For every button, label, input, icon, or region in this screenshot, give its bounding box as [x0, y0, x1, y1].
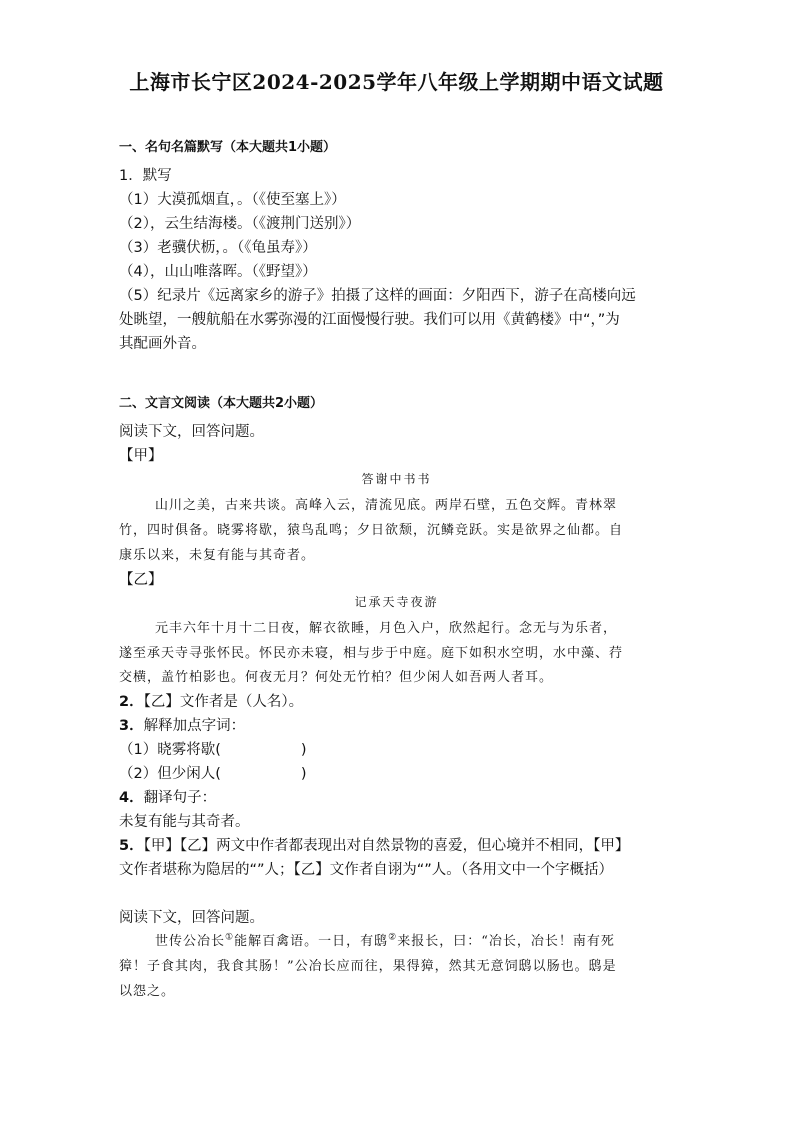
question-3-item-2: [119, 762, 307, 783]
footnote-2-marker[interactable]: ②: [388, 932, 398, 943]
question-5-line-2: 文作者堪称为隐居的“”人；【乙】文作者自诩为“”人。（各用文中一个字概括）: [119, 862, 614, 878]
jia-line-1: 山川之美，古来共谈。高峰入云，清流见底。两岸石壁，五色交辉。青林翠: [155, 498, 618, 513]
q1-line-2: （2），云生结海楼。（《渡荆门送别》）: [119, 216, 361, 232]
q3-item-2-close: ): [300, 766, 307, 782]
q1-line-1: （1）大漠孤烟直，。（《使至塞上》）: [119, 192, 346, 208]
question-2: [119, 690, 303, 711]
q1-line-7: 其配画外音。: [119, 336, 206, 352]
yi-title: 记承天寺夜游: [354, 595, 439, 609]
passage-line-1: [155, 930, 615, 949]
question-5-line-1: [119, 834, 629, 855]
question-5-number: 5．: [119, 838, 144, 854]
question-4-sentence: 未复有能与其奇者。: [119, 814, 250, 830]
page-title: 上海市长宁区2024-2025学年八年级上学期期中语文试题: [129, 70, 664, 94]
q3-item-1-close: ): [300, 742, 307, 758]
q1-line-3: （3）老骥伏枥，。（《龟虽寿》）: [119, 240, 317, 256]
section-2-heading: 二、文言文阅读（本大题共2小题）: [119, 396, 324, 411]
passage-1c: 来报长，曰：“冶长，冶长！南有死: [397, 934, 615, 949]
q3-item-1-text: （1）晓雾将歇(: [119, 742, 221, 758]
question-4-text: 翻译句子：: [143, 790, 217, 806]
question-1-label: 1．默写: [119, 168, 172, 184]
q1-line-4: （4），山山唯落晖。（《野望》）: [119, 264, 317, 280]
reading-instruction-2: 阅读下文，回答问题。: [119, 910, 264, 926]
footnote-1-marker[interactable]: ①: [225, 932, 235, 943]
section-1-heading: 一、名句名篇默写（本大题共1小题）: [119, 140, 337, 155]
question-3-text: 解释加点字词：: [143, 718, 246, 734]
question-3-number: 3．: [119, 718, 144, 734]
jia-label: 【甲】: [119, 448, 163, 464]
yi-label: 【乙】: [119, 572, 163, 588]
question-2-text: 【乙】文作者是（人名）。: [143, 694, 304, 710]
passage-1b: 能解百禽语。一日，有鸱: [234, 934, 389, 949]
passage-line-2: 獐！子食其肉，我食其肠！”公冶长应而往，果得獐，然其无意饲鸱以肠也。鸱是: [119, 959, 617, 974]
question-5-text-1: 【甲】【乙】两文中作者都表现出对自然景物的喜爱，但心境并不相同，【甲】: [143, 838, 630, 854]
question-2-number: 2．: [119, 694, 144, 710]
q1-line-5: （5）纪录片《远离家乡的游子》拍摄了这样的画面：夕阳西下，游子在高楼向远: [119, 288, 636, 304]
passage-line-3: 以怨之。: [119, 984, 176, 999]
question-4-number: 4．: [119, 790, 144, 806]
jia-line-2: 竹，四时俱备。晓雾将歇，猿鸟乱鸣；夕日欲颓，沉鳞竞跃。实是欲界之仙都。自: [119, 523, 624, 538]
jia-line-3: 康乐以来，未复有能与其奇者。: [119, 548, 316, 563]
yi-line-2: 遂至承天寺寻张怀民。怀民亦未寝，相与步于中庭。庭下如积水空明，水中藻、荇: [119, 646, 624, 661]
jia-title: 答谢中书书: [361, 472, 432, 486]
question-4: [119, 786, 216, 807]
question-3-item-1: [119, 738, 307, 759]
q1-line-6: 处眺望，一艘航船在水雾弥漫的江面慢慢行驶。我们可以用《黄鹤楼》中“，”为: [119, 312, 620, 328]
yi-line-3: 交横，盖竹柏影也。何夜无月？何处无竹柏？但少闲人如吾两人者耳。: [119, 670, 554, 685]
yi-line-1: 元丰六年十月十二日夜，解衣欲睡，月色入户，欣然起行。念无与为乐者，: [155, 621, 618, 636]
passage-1a: 世传公冶长: [155, 934, 226, 949]
q3-item-2-text: （2）但少闲人(: [119, 766, 221, 782]
question-3: [119, 714, 245, 735]
reading-instruction: 阅读下文，回答问题。: [119, 424, 264, 440]
